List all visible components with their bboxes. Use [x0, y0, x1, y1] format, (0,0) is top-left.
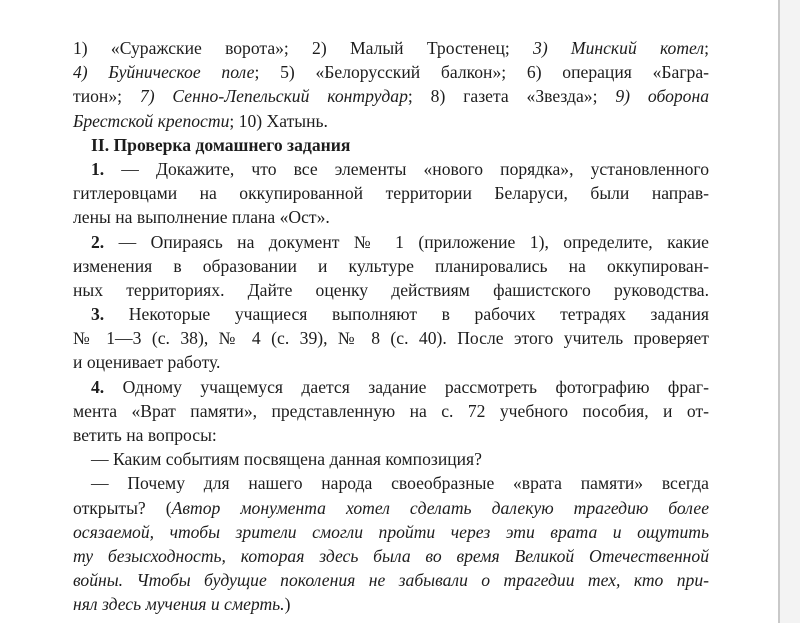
page-gutter [780, 0, 800, 623]
answers-italic: 3) Минский котел [533, 38, 705, 58]
q4-subquestion-2-line-2 [73, 496, 709, 520]
q4-answer-line-6 [73, 592, 709, 616]
q2-text: — Опираясь на документ № 1 (приложение 1), определите, какие [104, 231, 709, 252]
q1-line-2: гитлеровцами на оккупированной территории Беларуси, были направ- [73, 183, 709, 204]
q4-answer-line-3: осязаемой, чтобы зрители смогли пройти через эти врата и ощутить [73, 521, 709, 542]
answers-line-2 [73, 60, 709, 84]
q1-line-3: лены на выполнение плана «Ост». [73, 207, 330, 228]
answers-italic: 9) оборона [615, 86, 709, 107]
q4-answer-line-5: войны. Чтобы будущие поколения не забывали о трагедии тех, кто при- [73, 570, 709, 591]
q2-line-3: ных территориях. Дайте оценку действиям фашистского руководства. [73, 279, 709, 300]
q3-line-1 [73, 302, 709, 326]
answers-text: ; 5) «Белорусский балкон»; 6) операция «Багра- [254, 62, 709, 83]
q4-answer-italic: Автор монумента хотел сделать далекую трагедию более [171, 497, 710, 518]
answers-line-4 [73, 109, 709, 133]
answers-text: ; 8) газета «Звезда»; [407, 86, 616, 107]
q1-line-1 [73, 157, 709, 181]
q2-number: 2. [91, 231, 105, 252]
q4-number: 4. [91, 376, 105, 397]
section-heading: II. Проверка домашнего задания [91, 134, 351, 155]
answers-italic: 4) Буйническое поле [73, 62, 255, 83]
q4-line-3: ветить на вопросы: [73, 425, 217, 445]
q4-text: открыты? ( [73, 497, 172, 518]
q4-answer-italic: нял здесь мучения и смерть. [73, 594, 285, 615]
document-body [73, 36, 709, 617]
q4-text: ) [284, 594, 291, 615]
answers-line-1 [73, 36, 709, 60]
q4-text: Одному учащемуся дается задание рассмотреть фотографию фраг- [104, 376, 709, 397]
q3-line-2: № 1—3 (с. 38), № 4 (с. 39), № 8 (с. 40). После этого учитель проверяет [73, 328, 709, 349]
answers-text: ; 10) Хатынь. [229, 110, 328, 131]
answers-line-3 [73, 84, 709, 108]
answers-text: тион»; [73, 86, 140, 107]
answers-text: ; [704, 38, 709, 58]
q2-line-2: изменения в образовании и культуре планировались на оккупирован- [73, 255, 709, 276]
q4-line-1 [73, 375, 709, 399]
q2-line-1 [73, 230, 709, 254]
q3-number: 3. [91, 304, 105, 325]
q3-text: Некоторые учащиеся выполняют в рабочих тетрадях задания [104, 304, 709, 325]
q1-number: 1. [91, 158, 105, 179]
q4-subquestion-2-line-1: — Почему для нашего народа своеобразные «врата памяти» всегда [91, 473, 709, 494]
q4-subquestion-1: — Каким событиям посвящена данная композиция? [91, 449, 482, 470]
q4-line-2: мента «Врат памяти», представленную на с. 72 учебного пособия, и от- [73, 400, 709, 421]
answers-text: 1) «Суражские ворота»; 2) Малый Тростенец; [73, 38, 534, 58]
q3-line-3: и оценивает работу. [73, 352, 221, 373]
q1-text: — Докажите, что все элементы «нового порядка», установленного [104, 158, 709, 179]
q4-answer-line-4: ту безысходность, которая здесь была во время Великой Отечественной [73, 545, 709, 566]
answers-italic: 7) Сенно-Лепельский контрудар [139, 86, 408, 107]
answers-italic: Брестской крепости [73, 110, 230, 131]
